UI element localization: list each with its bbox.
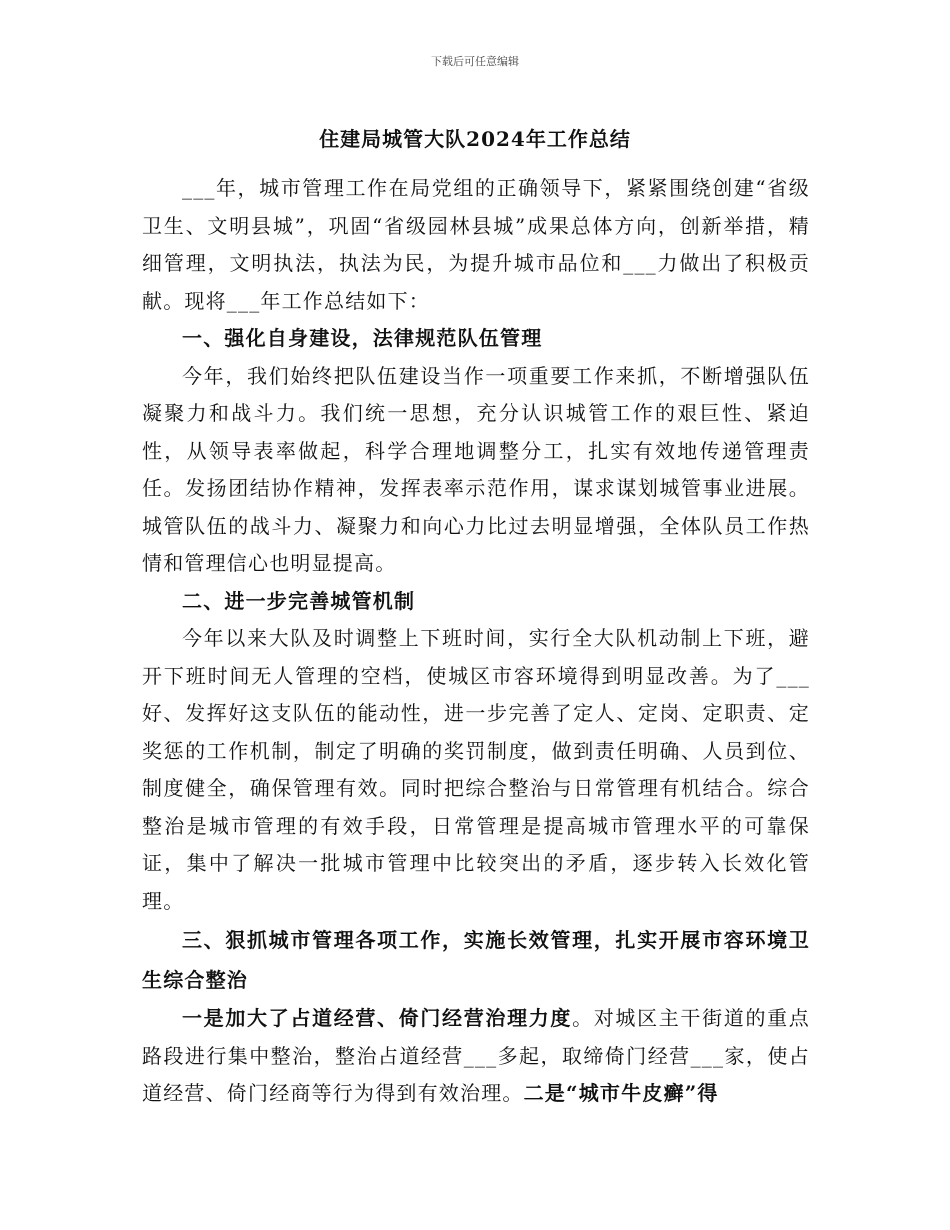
section-heading-3: 三、狠抓城市管理各项工作，实施长效管理，扎实开展市容环境卫生综合整治: [142, 928, 810, 992]
section-paragraph-3: [142, 1000, 810, 1113]
section-paragraph-2: 今年以来大队及时调整上下班时间，实行全大队机动制上下班，避开下班时间无人管理的空档，使城区市容环境得到明显改善。为了___好、发挥好这支队伍的能动性，进一步完善了定人、定岗、定职责、定奖惩的工作机制，制定了明确的奖罚制度，做到责任明确、人员到位、制度健全，确保管理有效。同时把综合整治与日常管理有机结合。综合整治是城市管理的有效手段，日常管理是提高城市管理水平的可靠保证，集中了解决一批城市管理中比较突出的矛盾，逐步转入长效化管理。: [142, 626, 810, 913]
point-one-lead: 一是加大了占道经营、倚门经营治理力度: [182, 1006, 573, 1030]
point-one-text: 。对城区主干街道的重点路段进行集中整治，整治占道经营___多起，取缔倚门经营___家，使占道经营、倚门经商等行为得到有效治理。: [142, 1006, 810, 1105]
document-body: [142, 170, 810, 1113]
section-paragraph-1: 今年，我们始终把队伍建设当作一项重要工作来抓，不断增强队伍凝聚力和战斗力。我们统一思想，充分认识城管工作的艰巨性、紧迫性，从领导表率做起，科学合理地调整分工，扎实有效地传递管理责任。发扬团结协作精神，发挥表率示范作用，谋求谋划城管事业进展。城管队伍的战斗力、凝聚力和向心力比过去明显增强，全体队员工作热情和管理信心也明显提高。: [142, 363, 810, 575]
section-heading-1: 一、强化自身建设，法律规范队伍管理: [182, 326, 543, 350]
header-note: 下载后可任意编辑: [431, 55, 519, 68]
intro-paragraph: ___年，城市管理工作在局党组的正确领导下，紧紧围绕创建“省级卫生、文明县城”，巩固“省级园林县城”成果总体方向，创新举措，精细管理，文明执法，执法为民，为提升城市品位和___力做出了积极贡献。现将___年工作总结如下：: [142, 176, 810, 313]
document-title: 住建局城管大队2024年工作总结: [319, 127, 631, 151]
section-heading-2: 二、进一步完善城管机制: [182, 588, 416, 613]
point-two-lead: 二是“城市牛皮癣”得: [523, 1081, 719, 1105]
